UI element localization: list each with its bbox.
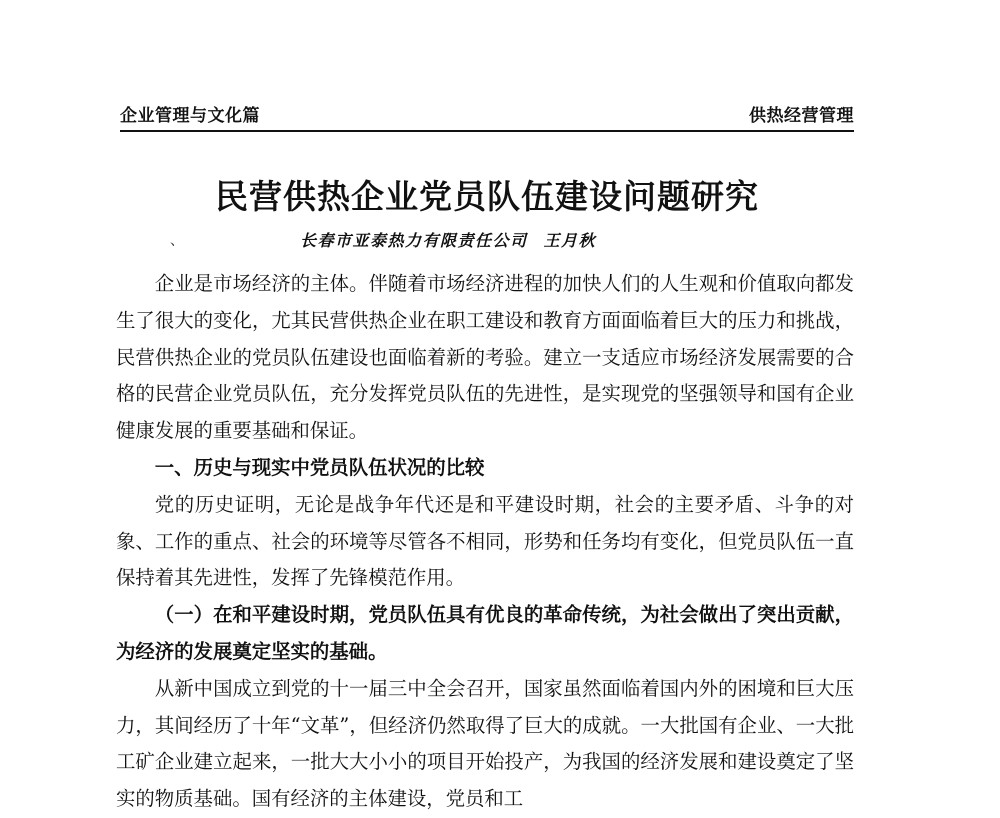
stray-mark: 、 xyxy=(170,233,184,249)
article-title: 民营供热企业党员队伍建设问题研究 xyxy=(215,177,759,216)
running-header xyxy=(120,104,854,132)
paragraph-construction: 从新中国成立到党的十一届三中全会召开，国家虽然面临着国内外的困境和巨大压力，其间经历了十年“文革”，但经济仍然取得了巨大的成就。一大批国有企业、一大批工矿企业建立起来，一批大大小小的项目开始投产，为我国的经济发展和建设奠定了坚实的物质基础。国有经济的主体建设，党员和工 xyxy=(116,676,854,811)
paragraph-intro: 企业是市场经济的主体。伴随着市场经济进程的加快人们的人生观和价值取向都发生了很大的变化，尤其民营供热企业在职工建设和教育方面面临着巨大的压力和挑战，民营供热企业的党员队伍建设也面临着新的考验。建立一支适应市场经济发展需要的合格的民营企业党员队伍，充分发挥党员队伍的先进性，是实现党的坚强领导和国有企业健康发展的重要基础和保证。 xyxy=(116,272,854,443)
section-label: 企业管理与文化篇 xyxy=(120,106,260,126)
author-name: 王月秋 xyxy=(543,231,597,250)
subsection-heading: （一）在和平建设时期，党员队伍具有优良的革命传统，为社会做出了突出贡献，为经济的发展奠定坚实的基础。 xyxy=(116,603,854,663)
byline xyxy=(300,228,596,254)
section-heading: 一、历史与现实中党员队伍状况的比较 xyxy=(154,455,485,479)
article-body xyxy=(116,266,854,818)
paragraph-history: 党的历史证明，无论是战争年代还是和平建设时期，社会的主要矛盾、斗争的对象、工作的重点、社会的环境等尽管各不相同，形势和任务均有变化，但党员队伍一直保持着其先进性，发挥了先锋模范作用。 xyxy=(116,492,854,590)
category-label: 供热经营管理 xyxy=(749,106,854,126)
author-affiliation: 长春市亚泰热力有限责任公司 xyxy=(300,231,528,250)
